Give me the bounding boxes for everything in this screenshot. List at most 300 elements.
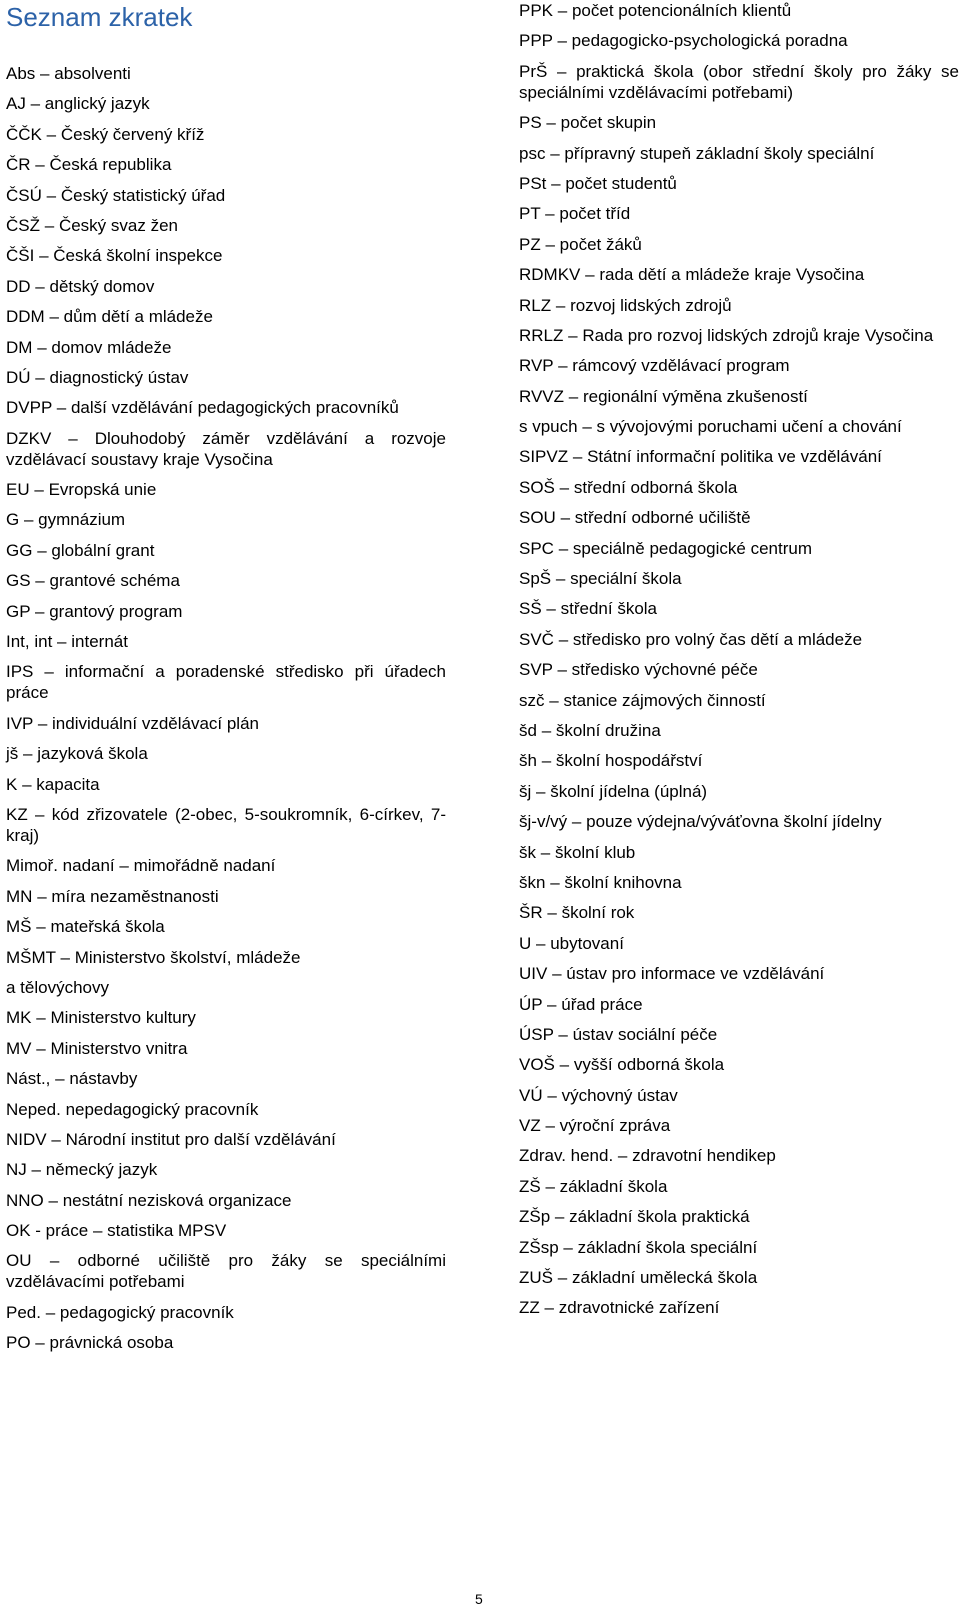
abbreviation-entry <box>519 1267 959 1288</box>
abbreviation-meaning: Český svaz žen <box>58 215 178 235</box>
entry-dash: – <box>23 744 33 764</box>
abbreviation: MŠMT <box>6 947 56 967</box>
abbreviation-meaning: další vzdělávání pedagogických pracovníků <box>70 398 399 418</box>
page-number: 5 <box>475 1591 483 1607</box>
entry-dash: – <box>22 774 32 794</box>
abbreviation-entry <box>519 781 959 802</box>
abbreviation-meaning: globální grant <box>51 540 155 560</box>
abbreviation-meaning: odborné učiliště pro žáky se speciálními vzdělávacími potřebami <box>6 1251 446 1292</box>
entry-dash: – <box>30 94 41 114</box>
abbreviation-meaning: regionální výměna zkušeností <box>582 386 808 406</box>
entry-dash: – <box>558 538 569 558</box>
abbreviation-meaning: vyšší odborná škola <box>573 1055 725 1075</box>
abbreviation: RLZ <box>519 295 552 315</box>
abbreviation-meaning: školní hospodářství <box>555 751 703 771</box>
abbreviation: DÚ <box>6 367 31 387</box>
abbreviation-entry <box>519 538 959 559</box>
abbreviation-meaning: mimořádně nadaní <box>133 856 276 876</box>
abbreviation: PZ <box>519 234 541 254</box>
abbreviation-meaning: výroční zpráva <box>559 1116 671 1136</box>
abbreviation-entry <box>6 479 446 500</box>
abbreviation: DVPP <box>6 398 52 418</box>
abbreviation-entry <box>6 1159 446 1180</box>
abbreviation-entry <box>519 355 959 376</box>
abbreviation-entry <box>519 386 959 407</box>
entry-dash: – <box>36 1038 46 1058</box>
abbreviation-entry <box>6 306 446 327</box>
abbreviation: RVP <box>519 356 554 376</box>
abbreviation: MŠ <box>6 917 32 937</box>
abbreviation: PO <box>6 1333 31 1353</box>
entry-dash: – <box>545 1116 555 1136</box>
entry-dash: – <box>49 307 59 327</box>
abbreviation-entry <box>6 185 446 206</box>
abbreviation-meaning: právnická osoba <box>49 1333 174 1353</box>
abbreviation: šj <box>519 781 532 801</box>
entry-dash: – <box>560 508 571 528</box>
entry-dash: – <box>541 720 552 740</box>
abbreviation: szč <box>519 690 545 710</box>
abbreviation-entry <box>519 994 959 1015</box>
abbreviation: SOŠ <box>519 477 555 497</box>
abbreviation-meaning: zdravotní hendikep <box>632 1146 776 1166</box>
abbreviation-meaning: nestátní nezisková organizace <box>62 1190 292 1210</box>
abbreviation-entry <box>6 154 446 175</box>
entry-dash: – <box>37 886 47 906</box>
abbreviation-entry <box>519 1297 959 1318</box>
abbreviation: MV <box>6 1038 32 1058</box>
abbreviations-left-column <box>6 63 446 1363</box>
abbreviation-entry <box>6 570 446 591</box>
entry-dash: – <box>44 215 55 235</box>
abbreviation: ČR <box>6 155 31 175</box>
abbreviation-entry <box>519 750 959 771</box>
entry-dash: – <box>558 1024 568 1044</box>
abbreviation: NNO <box>6 1190 44 1210</box>
abbreviation-entry <box>6 1250 446 1292</box>
abbreviation-meaning: Evropská unie <box>48 480 157 500</box>
abbreviation-entry <box>519 61 959 103</box>
abbreviation-entry <box>6 916 446 937</box>
abbreviation-entry <box>6 1190 446 1211</box>
abbreviation-entry <box>519 1024 959 1045</box>
abbreviation: EU <box>6 480 30 500</box>
entry-dash: – <box>36 1008 46 1028</box>
abbreviation: IPS <box>6 662 34 682</box>
entry-dash: – <box>37 337 47 357</box>
abbreviation: UIV <box>519 964 548 984</box>
abbreviation-entry <box>6 245 446 266</box>
abbreviation-entry <box>519 963 959 984</box>
abbreviation-entry <box>519 1085 959 1106</box>
abbreviation: Zdrav. hend. <box>519 1146 614 1166</box>
abbreviation-meaning: německý jazyk <box>45 1160 158 1180</box>
entry-dash: – <box>45 1302 56 1322</box>
abbreviation-meaning: gymnázium <box>38 510 126 530</box>
abbreviation-meaning: grantové schéma <box>49 571 180 591</box>
abbreviation: ZŠsp <box>519 1237 559 1257</box>
entry-dash: – <box>536 781 546 801</box>
abbreviation-meaning: nepedagogický pracovník <box>65 1099 259 1119</box>
abbreviation: GG <box>6 540 33 560</box>
abbreviation: MN <box>6 886 33 906</box>
abbreviation: s vpuch <box>519 417 578 437</box>
abbreviation: ZŠ <box>519 1176 541 1196</box>
abbreviation: SPC <box>519 538 554 558</box>
abbreviations-right-column <box>519 0 959 1328</box>
abbreviation-meaning: rozvoj lidských zdrojů <box>570 295 732 315</box>
abbreviation-meaning: Rada pro rozvoj lidských zdrojů kraje Vysočina <box>582 325 934 345</box>
abbreviation-entry <box>6 215 446 236</box>
abbreviation-meaning: školní knihovna <box>564 872 682 892</box>
entry-dash: – <box>60 947 70 967</box>
entry-dash: – <box>536 933 546 953</box>
abbreviation: ČČK <box>6 124 42 144</box>
abbreviation: KZ <box>6 804 28 824</box>
abbreviation-meaning: Česká republika <box>49 155 172 175</box>
abbreviation: Mimoř. nadaní <box>6 856 115 876</box>
abbreviation-entry <box>519 1176 959 1197</box>
abbreviation-meaning: internát <box>71 632 128 652</box>
abbreviation: ÚP <box>519 994 543 1014</box>
entry-dash: – <box>571 812 582 832</box>
abbreviation-entry <box>6 886 446 907</box>
abbreviation-entry <box>6 337 446 358</box>
abbreviation: psc <box>519 143 546 163</box>
abbreviation: SIPVZ <box>519 447 569 467</box>
abbreviation-meaning: Ministerstvo vnitra <box>50 1038 188 1058</box>
entry-dash: – <box>35 1333 45 1353</box>
abbreviation-meaning: přípravný stupeň základní školy speciální <box>564 143 875 163</box>
abbreviation-entry <box>519 112 959 133</box>
abbreviation-meaning: pedagogicko-psychologická poradna <box>571 31 848 51</box>
abbreviation-entry <box>6 1099 446 1120</box>
abbreviation-meaning: školní rok <box>561 903 635 923</box>
abbreviation-meaning: základní umělecká škola <box>571 1268 758 1288</box>
abbreviation-entry <box>6 977 446 998</box>
abbreviation-entry <box>6 743 446 764</box>
abbreviation-meaning: domov mládeže <box>51 337 172 357</box>
abbreviation: OU <box>6 1251 32 1271</box>
abbreviation: ZUŠ <box>519 1268 553 1288</box>
abbreviation-meaning: individuální vzdělávací plán <box>52 713 259 733</box>
abbreviation-meaning: kód zřizovatele (2-obec, 5-soukromník, 6-církev, 7-kraj) <box>6 804 446 845</box>
abbreviation-entry <box>519 477 959 498</box>
entry-dash: – <box>551 173 561 193</box>
abbreviation-entry <box>6 947 446 968</box>
entry-dash: – <box>559 477 570 497</box>
abbreviation-entry <box>6 661 446 703</box>
abbreviation: K <box>6 774 18 794</box>
entry-dash: – <box>617 1146 628 1166</box>
abbreviation: AJ <box>6 94 26 114</box>
entry-dash: – <box>36 917 46 937</box>
abbreviation-entry <box>519 902 959 923</box>
page-title: Seznam zkratek <box>6 2 193 32</box>
abbreviation-entry <box>519 659 959 680</box>
entry-dash: – <box>552 964 562 984</box>
abbreviation: RVVZ <box>519 386 565 406</box>
abbreviation-meaning: střední odborné učiliště <box>574 508 751 528</box>
entry-dash: – <box>40 64 50 83</box>
abbreviation-meaning: Ministerstvo kultury <box>50 1008 196 1028</box>
abbreviation-entry <box>519 325 959 346</box>
abbreviation-meaning: rámcový vzdělávací program <box>572 356 790 376</box>
abbreviation-meaning: Státní informační politika ve vzdělávání <box>587 447 882 467</box>
abbreviation: ČŠI <box>6 246 35 266</box>
abbreviation-meaning: Národní institut pro další vzdělávání <box>65 1129 336 1149</box>
abbreviation-entry <box>519 30 959 51</box>
abbreviation-meaning: anglický jazyk <box>44 94 150 114</box>
abbreviation-meaning: počet skupin <box>560 113 657 133</box>
abbreviation-meaning: statistika MPSV <box>107 1221 227 1241</box>
abbreviation: U <box>519 933 532 953</box>
abbreviation-meaning: Český statistický úřad <box>60 185 226 205</box>
abbreviation-entry <box>519 1054 959 1075</box>
abbreviation: ČSŽ <box>6 215 40 235</box>
abbreviation-meaning: dům dětí a mládeže <box>63 307 213 327</box>
abbreviation-meaning: zdravotnické zařízení <box>558 1298 720 1318</box>
abbreviation-meaning: absolventi <box>54 64 131 83</box>
entry-dash: – <box>545 204 555 224</box>
entry-dash: – <box>34 480 44 500</box>
entry-dash: – <box>555 295 566 315</box>
abbreviation-meaning: střední odborná škola <box>573 477 738 497</box>
entry-dash: – <box>557 31 567 51</box>
abbreviation-entry <box>6 855 446 876</box>
abbreviation-meaning: praktická škola (obor střední školy pro žáky se speciálními vzdělávacími potřebami) <box>519 61 959 102</box>
entry-dash: – <box>68 428 78 448</box>
abbreviation-entry <box>519 203 959 224</box>
abbreviation-meaning: míra nezaměstnanosti <box>51 886 219 906</box>
abbreviation-meaning: mateřská škola <box>50 917 165 937</box>
entry-dash: – <box>557 1268 568 1288</box>
entry-dash: – <box>39 246 49 266</box>
abbreviation: PS <box>519 113 542 133</box>
abbreviation-entry <box>519 446 959 467</box>
abbreviation-entry <box>6 124 446 145</box>
abbreviation: DM <box>6 337 33 357</box>
abbreviation-entry <box>519 568 959 589</box>
entry-dash: – <box>554 1207 565 1227</box>
abbreviation: OK - práce <box>6 1221 89 1241</box>
entry-dash: – <box>119 856 129 876</box>
abbreviation: G <box>6 510 20 530</box>
entry-dash: – <box>555 569 566 589</box>
abbreviation-meaning: počet studentů <box>565 173 677 193</box>
abbreviation: NJ <box>6 1160 27 1180</box>
abbreviation: šk <box>519 842 536 862</box>
abbreviation-entry <box>519 143 959 164</box>
abbreviation: jš <box>6 744 19 764</box>
abbreviation-entry <box>519 720 959 741</box>
abbreviation-meaning: počet tříd <box>559 204 631 224</box>
entry-dash: – <box>48 1190 58 1210</box>
entry-dash: – <box>35 804 45 824</box>
abbreviation-meaning: a tělovýchovy <box>6 977 109 997</box>
entry-dash: – <box>541 751 552 771</box>
abbreviation-entry <box>6 804 446 846</box>
entry-dash: – <box>563 1237 573 1257</box>
abbreviation-meaning: diagnostický ústav <box>49 367 189 387</box>
entry-dash: – <box>549 690 559 710</box>
abbreviation: DZKV <box>6 428 52 448</box>
abbreviation-entry <box>6 1129 446 1150</box>
abbreviation-meaning: základní škola <box>559 1176 668 1196</box>
abbreviation-entry <box>519 842 959 863</box>
abbreviation-entry <box>519 1115 959 1136</box>
abbreviation-entry <box>6 1068 446 1089</box>
abbreviation-entry <box>519 416 959 437</box>
abbreviation: SVČ <box>519 629 554 649</box>
abbreviation: VÚ <box>519 1085 543 1105</box>
entry-dash: – <box>44 662 54 682</box>
abbreviation: šj-v/vý <box>519 812 568 832</box>
abbreviation-meaning: úřad práce <box>561 994 643 1014</box>
abbreviation-entry <box>6 1007 446 1028</box>
abbreviation-entry <box>6 509 446 530</box>
entry-dash: – <box>545 1176 555 1196</box>
abbreviation-meaning: Ministerstvo školství, mládeže <box>74 947 301 967</box>
abbreviation: ŠR <box>519 903 543 923</box>
abbreviation-meaning: základní škola speciální <box>577 1237 758 1257</box>
entry-dash: – <box>547 994 557 1014</box>
abbreviation: RRLZ <box>519 325 564 345</box>
abbreviation-meaning: školní jídelna (úplná) <box>550 781 708 801</box>
abbreviation-meaning: stanice zájmových činností <box>563 690 766 710</box>
abbreviation-meaning: střední škola <box>560 599 658 619</box>
entry-dash: – <box>557 660 567 680</box>
abbreviation: GS <box>6 571 31 591</box>
abbreviation-entry <box>519 690 959 711</box>
abbreviation: SVP <box>519 660 553 680</box>
entry-dash: – <box>550 872 560 892</box>
abbreviation-meaning: pouze výdejna/výváťovna školní jídelny <box>586 812 882 832</box>
entry-dash: – <box>546 113 556 133</box>
abbreviation-entry <box>519 629 959 650</box>
abbreviation: Abs <box>6 64 36 83</box>
abbreviation-entry <box>6 1332 446 1353</box>
entry-dash: – <box>55 1069 65 1089</box>
entry-dash: – <box>56 398 67 418</box>
abbreviation: VOŠ <box>519 1055 555 1075</box>
abbreviation-entry <box>6 774 446 795</box>
abbreviation: SŠ <box>519 599 542 619</box>
abbreviation: PSt <box>519 173 547 193</box>
abbreviation-meaning: speciální škola <box>570 569 682 589</box>
entry-dash: – <box>57 632 67 652</box>
abbreviation-meaning: s vývojovými poruchami učení a chování <box>596 417 902 437</box>
abbreviation-entry <box>519 234 959 255</box>
entry-dash: – <box>35 367 45 387</box>
abbreviation-meaning: počet potencionálních klientů <box>571 1 792 20</box>
abbreviation-meaning: Česká školní inspekce <box>53 246 223 266</box>
abbreviation-meaning: středisko výchovné péče <box>571 660 758 680</box>
abbreviation: PrŠ <box>519 61 548 81</box>
entry-dash: – <box>35 276 45 296</box>
abbreviation: DD <box>6 276 31 296</box>
entry-dash: – <box>92 1221 103 1241</box>
abbreviation-entry <box>519 933 959 954</box>
abbreviation: Ped. <box>6 1302 41 1322</box>
abbreviation-meaning: základní škola praktická <box>569 1207 750 1227</box>
abbreviation-entry <box>6 367 446 388</box>
abbreviation-entry <box>6 428 446 470</box>
abbreviation-meaning: počet žáků <box>559 234 642 254</box>
abbreviation-meaning: pedagogický pracovník <box>59 1302 234 1322</box>
abbreviation-entry <box>6 276 446 297</box>
abbreviation: PT <box>519 204 541 224</box>
abbreviation: SpŠ <box>519 569 552 589</box>
entry-dash: – <box>568 386 579 406</box>
entry-dash: – <box>35 155 45 175</box>
abbreviation: ÚSP <box>519 1024 554 1044</box>
abbreviation-entry <box>6 540 446 561</box>
entry-dash: – <box>51 1129 61 1149</box>
abbreviation-meaning: školní klub <box>554 842 636 862</box>
abbreviation: SOU <box>519 508 556 528</box>
entry-dash: – <box>547 903 557 923</box>
entry-dash: – <box>558 629 569 649</box>
abbreviation: Int, int <box>6 632 53 652</box>
entry-dash: – <box>46 124 57 144</box>
abbreviation-entry <box>6 1038 446 1059</box>
entry-dash: – <box>556 61 567 81</box>
abbreviation-entry <box>6 713 446 734</box>
entry-dash: – <box>35 571 45 591</box>
entry-dash: – <box>559 1055 570 1075</box>
entry-dash: – <box>585 265 595 285</box>
abbreviation-meaning: výchovný ústav <box>561 1085 678 1105</box>
abbreviation: DDM <box>6 307 45 327</box>
abbreviation-entry <box>6 1220 446 1241</box>
entry-dash: – <box>49 1251 60 1271</box>
abbreviation-entry <box>6 63 446 84</box>
abbreviation: škn <box>519 872 546 892</box>
abbreviation-entry <box>519 1237 959 1258</box>
abbreviation: PPK <box>519 1 554 20</box>
abbreviation-meaning: informační a poradenské středisko při úřadech práce <box>6 662 446 703</box>
abbreviation: NIDV <box>6 1129 47 1149</box>
abbreviation: GP <box>6 601 31 621</box>
abbreviation-entry <box>6 93 446 114</box>
abbreviation-meaning: ústav sociální péče <box>572 1024 718 1044</box>
abbreviation-meaning: středisko pro volný čas dětí a mládeže <box>572 629 863 649</box>
entry-dash: – <box>46 185 57 205</box>
abbreviation: ZZ <box>519 1298 540 1318</box>
abbreviation: PPP <box>519 31 553 51</box>
entry-dash: – <box>547 1085 557 1105</box>
abbreviation: ČSÚ <box>6 185 42 205</box>
entry-dash: – <box>546 599 556 619</box>
abbreviation-meaning: speciálně pedagogické centrum <box>572 538 813 558</box>
abbreviation-entry <box>6 397 446 418</box>
abbreviation-entry <box>519 0 959 21</box>
abbreviation-meaning: grantový program <box>49 601 183 621</box>
abbreviation-meaning: kapacita <box>36 774 100 794</box>
abbreviation-meaning: ústav pro informace ve vzdělávání <box>566 964 825 984</box>
abbreviation: Neped. <box>6 1099 61 1119</box>
entry-dash: – <box>568 325 578 345</box>
entry-dash: – <box>37 713 48 733</box>
entry-dash: – <box>540 842 551 862</box>
abbreviation-entry <box>519 1206 959 1227</box>
abbreviation-entry <box>519 872 959 893</box>
abbreviation-entry <box>519 173 959 194</box>
entry-dash: – <box>557 1 568 20</box>
abbreviation-entry <box>519 811 959 832</box>
abbreviation-meaning: jazyková škola <box>37 744 148 764</box>
